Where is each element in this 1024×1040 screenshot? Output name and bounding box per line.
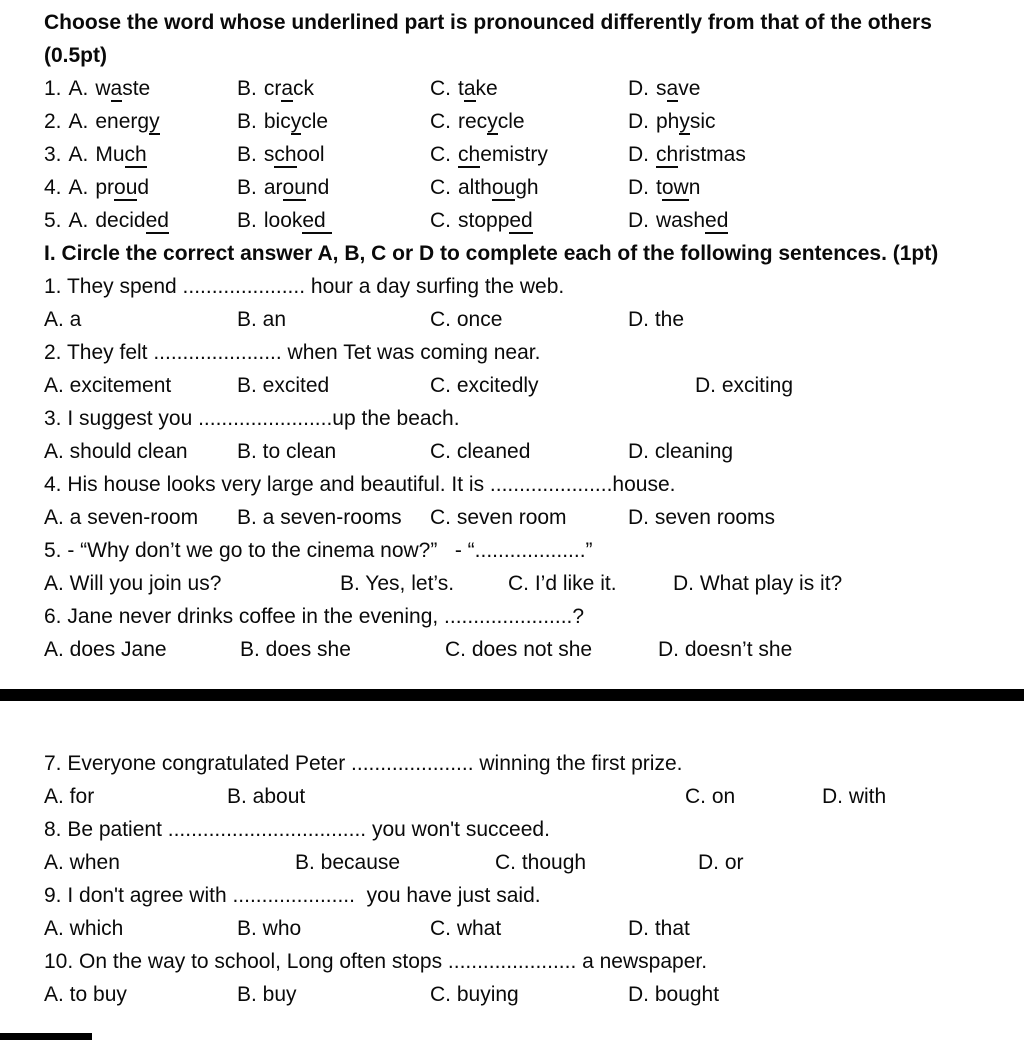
pronunciation-question-row [44, 105, 996, 138]
word-post: cle [301, 110, 329, 133]
option-b: B. a seven-rooms [237, 506, 402, 529]
word-pre: ar [263, 176, 283, 199]
option-label: B. [237, 209, 257, 232]
options-row [44, 303, 996, 336]
word-pre: t [458, 77, 464, 100]
word-post: gh [515, 176, 539, 199]
option-b: B. buy [237, 983, 297, 1006]
word-post: ristmas [678, 143, 746, 166]
option-d: D. exciting [695, 374, 794, 397]
word-post: nd [305, 176, 330, 199]
page-edge-mark [0, 1033, 92, 1040]
option-label: D. [628, 77, 649, 100]
option-label: B. [237, 176, 257, 199]
word-pre: energ [95, 110, 150, 133]
option-label: A. [68, 176, 89, 199]
option-d: D. cleaning [628, 440, 734, 463]
word-pre: decid [95, 209, 146, 232]
question-text: 10. On the way to school, Long often stops ...................... a newspaper. [44, 950, 708, 973]
word-post: ool [296, 143, 325, 166]
option-label: C. [430, 77, 451, 100]
word-post: ve [678, 77, 701, 100]
option-c: C. excitedly [430, 374, 539, 397]
section-heading-grammar: I. Circle the correct answer A, B, C or D to complete each of the following sentences. (1pt) [44, 242, 939, 265]
option-a: A. does Jane [44, 638, 167, 661]
underlined-part: a [281, 77, 294, 100]
option-b: B. excited [237, 374, 330, 397]
option-b: B. does she [240, 638, 351, 661]
option-b: B. who [237, 917, 302, 940]
option-label: A. [68, 77, 89, 100]
word-post: ke [475, 77, 498, 100]
option-b: B. because [295, 851, 401, 874]
word-post: d [137, 176, 150, 199]
option-c: C. does not she [445, 638, 593, 661]
options-row [44, 369, 996, 402]
option-d: D. doesn’t she [658, 638, 793, 661]
word-pre: rec [458, 110, 488, 133]
option-a: A. which [44, 917, 124, 940]
option-label: A. [68, 209, 89, 232]
word-pre: t [656, 176, 662, 199]
underlined-part: a [666, 77, 679, 100]
underlined-part: ch [124, 143, 147, 166]
option-a: A. for [44, 785, 95, 808]
option-a: A. when [44, 851, 120, 874]
option-a [44, 138, 237, 171]
underlined-part: ed [509, 209, 533, 232]
option-label: B. [237, 110, 257, 133]
option-a: A. a seven-room [44, 506, 199, 529]
option-b: B. Yes, let’s. [340, 572, 455, 595]
word-pre: alth [458, 176, 492, 199]
underlined-part: ed [705, 209, 729, 232]
question-text: 4. His house looks very large and beautiful. It is .....................house. [44, 473, 676, 496]
question-text: 6. Jane never drinks coffee in the evening, ......................? [44, 605, 585, 628]
question-text: 3. I suggest you .......................up the beach. [44, 407, 460, 430]
question-number: 3. [44, 143, 62, 166]
option-d: D. that [628, 917, 690, 940]
option-a: A. Will you join us? [44, 572, 222, 595]
option-d: D. bought [628, 983, 720, 1006]
word-post: cle [497, 110, 525, 133]
option-b: B. an [237, 308, 287, 331]
underlined-part: ou [491, 176, 516, 199]
option-c: C. cleaned [430, 440, 531, 463]
underlined-part: a [110, 77, 123, 100]
question-text: 1. They spend ..................... hour a day surfing the web. [44, 275, 565, 298]
word-pre: s [263, 143, 275, 166]
option-label: D. [628, 176, 649, 199]
options-row [44, 846, 996, 879]
option-label: A. [68, 143, 89, 166]
option-label: B. [237, 143, 257, 166]
option-label: D. [628, 209, 649, 232]
option-c: C. though [495, 851, 587, 874]
word-post: ste [122, 77, 151, 100]
option-label: C. [430, 110, 451, 133]
word-post: ck [293, 77, 315, 100]
option-label: D. [628, 143, 649, 166]
option-c [430, 105, 628, 138]
option-d: D. seven rooms [628, 506, 776, 529]
option-d: D. the [628, 308, 685, 331]
options-row [44, 633, 996, 666]
pronunciation-question-row [44, 138, 996, 171]
pronunciation-question-row [44, 72, 996, 105]
options-row [44, 780, 996, 813]
word-pre: wash [656, 209, 706, 232]
underlined-part: ou [114, 176, 138, 199]
option-d: D. or [698, 851, 744, 874]
option-c [430, 72, 628, 105]
option-d [628, 171, 996, 204]
word-pre: look [263, 209, 303, 232]
section-divider [0, 689, 1024, 701]
option-d: D. What play is it? [673, 572, 843, 595]
option-label: B. [237, 77, 257, 100]
underlined-part: ow [661, 176, 689, 199]
option-label: D. [628, 110, 649, 133]
option-d: D. with [822, 785, 887, 808]
options-row [44, 978, 996, 1011]
underlined-part: ch [458, 143, 481, 166]
option-label: C. [430, 143, 451, 166]
options-row [44, 501, 996, 534]
underlined-part: ch [656, 143, 679, 166]
option-a [44, 204, 237, 237]
word-pre: pr [95, 176, 115, 199]
option-d [628, 138, 996, 171]
word-post: sic [689, 110, 716, 133]
option-a: A. to buy [44, 983, 127, 1006]
underlined-part: ch [274, 143, 297, 166]
option-d [628, 105, 996, 138]
pronunciation-question-row [44, 204, 996, 237]
option-label: C. [430, 176, 451, 199]
option-a [44, 105, 237, 138]
options-row [44, 435, 996, 468]
option-a: A. excitement [44, 374, 172, 397]
option-c: C. buying [430, 983, 519, 1006]
option-a [44, 72, 237, 105]
underlined-part: ed [145, 209, 169, 232]
underlined-part: y [487, 110, 498, 133]
pronunciation-question-row [44, 171, 996, 204]
options-row [44, 912, 996, 945]
question-number: 4. [44, 176, 62, 199]
word-pre: s [656, 77, 667, 100]
word-post: emistry [480, 143, 548, 166]
option-c [430, 171, 628, 204]
underlined-part: ou [282, 176, 306, 199]
question-text: 2. They felt ...................... when Tet was coming near. [44, 341, 541, 364]
word-pre: Mu [95, 143, 125, 166]
option-b [237, 138, 430, 171]
word-pre: w [95, 77, 111, 100]
option-c: C. once [430, 308, 503, 331]
question-text: 7. Everyone congratulated Peter ..................... winning the first prize. [44, 752, 683, 775]
option-b [237, 72, 430, 105]
option-a: A. a [44, 308, 82, 331]
word-pre: cr [263, 77, 282, 100]
option-label: A. [68, 110, 89, 133]
word-pre: bic [263, 110, 291, 133]
option-c: C. seven room [430, 506, 567, 529]
section-heading-pronunciation: Choose the word whose underlined part is pronounced differently from that of the others (0.5pt) [44, 11, 938, 67]
option-b [237, 204, 430, 237]
underlined-part: ed [302, 209, 332, 232]
question-number: 5. [44, 209, 62, 232]
option-a: A. should clean [44, 440, 188, 463]
option-label: C. [430, 209, 451, 232]
question-text: 9. I don't agree with ..................... you have just said. [44, 884, 541, 907]
question-number: 1. [44, 77, 62, 100]
option-d [628, 204, 996, 237]
option-c [430, 204, 628, 237]
question-number: 2. [44, 110, 62, 133]
option-b: B. to clean [237, 440, 337, 463]
word-post: n [688, 176, 701, 199]
question-text: 5. - “Why don’t we go to the cinema now?” - “...................” [44, 539, 593, 562]
option-d [628, 72, 996, 105]
word-pre: ph [656, 110, 680, 133]
underlined-part: y [679, 110, 690, 133]
option-b [237, 171, 430, 204]
option-b: B. about [227, 785, 306, 808]
option-c [430, 138, 628, 171]
option-a [44, 171, 237, 204]
question-text: 8. Be patient .................................. you won't succeed. [44, 818, 550, 841]
option-c: C. I’d like it. [508, 572, 617, 595]
option-c: C. on [685, 785, 736, 808]
option-b [237, 105, 430, 138]
underlined-part: y [149, 110, 160, 133]
option-c: C. what [430, 917, 502, 940]
underlined-part: a [463, 77, 476, 100]
underlined-part: y [290, 110, 302, 133]
options-row [44, 567, 996, 600]
word-pre: stopp [458, 209, 510, 232]
